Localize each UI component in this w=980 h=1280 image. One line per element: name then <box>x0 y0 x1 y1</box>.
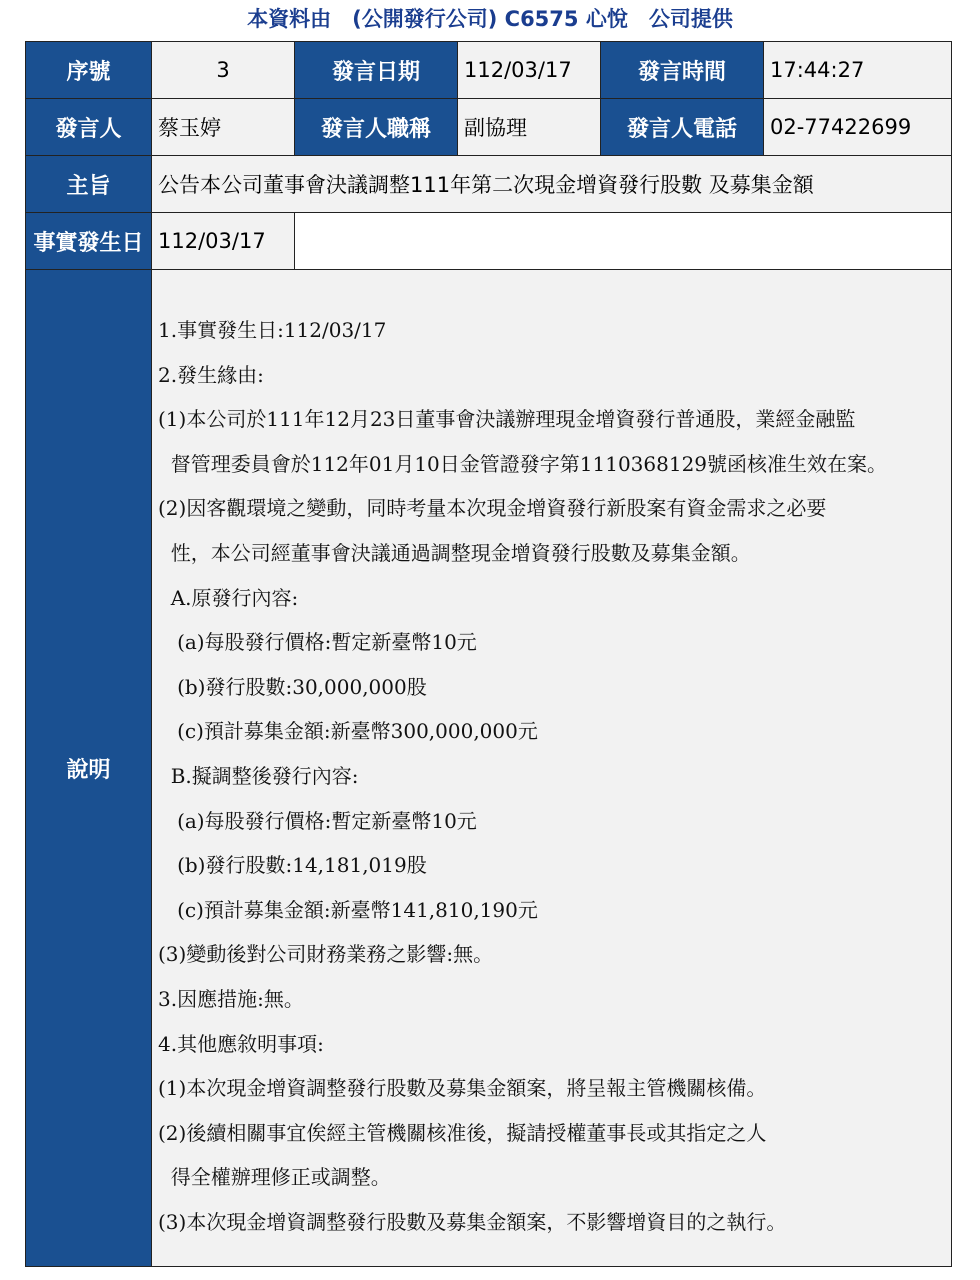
description-lines <box>158 308 951 1244</box>
description-line: (3)變動後對公司財務業務之影響:無。 <box>158 942 494 967</box>
description-line: (c)預計募集金額:新臺幣300,000,000元 <box>158 719 538 744</box>
description-line: 2.發生緣由: <box>158 362 264 387</box>
subject-value: 公告本公司董事會決議調整111年第二次現金增資發行股數 及募集金額 <box>152 156 952 213</box>
description-line: (a)每股發行價格:暫定新臺幣10元 <box>158 808 477 833</box>
description-line: (1)本次現金增資調整發行股數及募集金額案，將呈報主管機關核備。 <box>158 1076 767 1101</box>
speaker-label: 發言人 <box>26 99 152 156</box>
description-line: A.原發行內容: <box>158 585 299 610</box>
speaker-value: 蔡玉婷 <box>152 99 295 156</box>
description-line: (3)本次現金增資調整發行股數及募集金額案，不影響增資目的之執行。 <box>158 1209 787 1234</box>
description-line: 得全權辦理修正或調整。 <box>158 1165 391 1190</box>
description-line: 4.其他應敘明事項: <box>158 1031 324 1056</box>
row-description <box>26 270 952 1267</box>
description-label: 說明 <box>26 270 152 1267</box>
time-value: 17:44:27 <box>764 42 952 99</box>
subject-label: 主旨 <box>26 156 152 213</box>
description-line: (b)發行股數:30,000,000股 <box>158 674 427 699</box>
row-fact-date <box>26 213 952 270</box>
row-speaker <box>26 99 952 156</box>
description-line: (a)每股發行價格:暫定新臺幣10元 <box>158 630 477 655</box>
speaker-title-value: 副協理 <box>458 99 601 156</box>
announcement-table <box>25 41 952 1267</box>
time-label: 發言時間 <box>601 42 764 99</box>
speaker-phone-value: 02-77422699 <box>764 99 952 156</box>
row-serial-date-time <box>26 42 952 99</box>
description-line: 性，本公司經董事會決議通過調整現金增資發行股數及募集金額。 <box>158 540 751 565</box>
description-line: (c)預計募集金額:新臺幣141,810,190元 <box>158 897 538 922</box>
description-line: (2)後續相關事宜俟經主管機關核准後，擬請授權董事長或其指定之人 <box>158 1120 767 1145</box>
description-line: B.擬調整後發行內容: <box>158 763 359 788</box>
speaker-phone-label: 發言人電話 <box>601 99 764 156</box>
fact-date-value: 112/03/17 <box>152 213 295 270</box>
serial-value: 3 <box>152 42 295 99</box>
description-line: (2)因客觀環境之變動，同時考量本次現金增資發行新股案有資金需求之必要 <box>158 496 827 521</box>
description-line: 3.因應措施:無。 <box>158 986 304 1011</box>
row-subject <box>26 156 952 213</box>
description-body <box>152 270 952 1267</box>
date-value: 112/03/17 <box>458 42 601 99</box>
fact-date-label: 事實發生日 <box>26 213 152 270</box>
description-line: 督管理委員會於112年01月10日金管證發字第1110368129號函核准生效在案。 <box>158 451 888 476</box>
date-label: 發言日期 <box>295 42 458 99</box>
serial-label: 序號 <box>26 42 152 99</box>
description-line: (1)本公司於111年12月23日董事會決議辦理現金增資發行普通股，業經金融監 <box>158 407 856 432</box>
description-line: (b)發行股數:14,181,019股 <box>158 853 427 878</box>
source-header: 本資料由 (公開發行公司) C6575 心悅 公司提供 <box>247 7 733 31</box>
fact-date-blank <box>295 213 952 270</box>
description-line: 1.事實發生日:112/03/17 <box>158 318 387 342</box>
speaker-title-label: 發言人職稱 <box>295 99 458 156</box>
